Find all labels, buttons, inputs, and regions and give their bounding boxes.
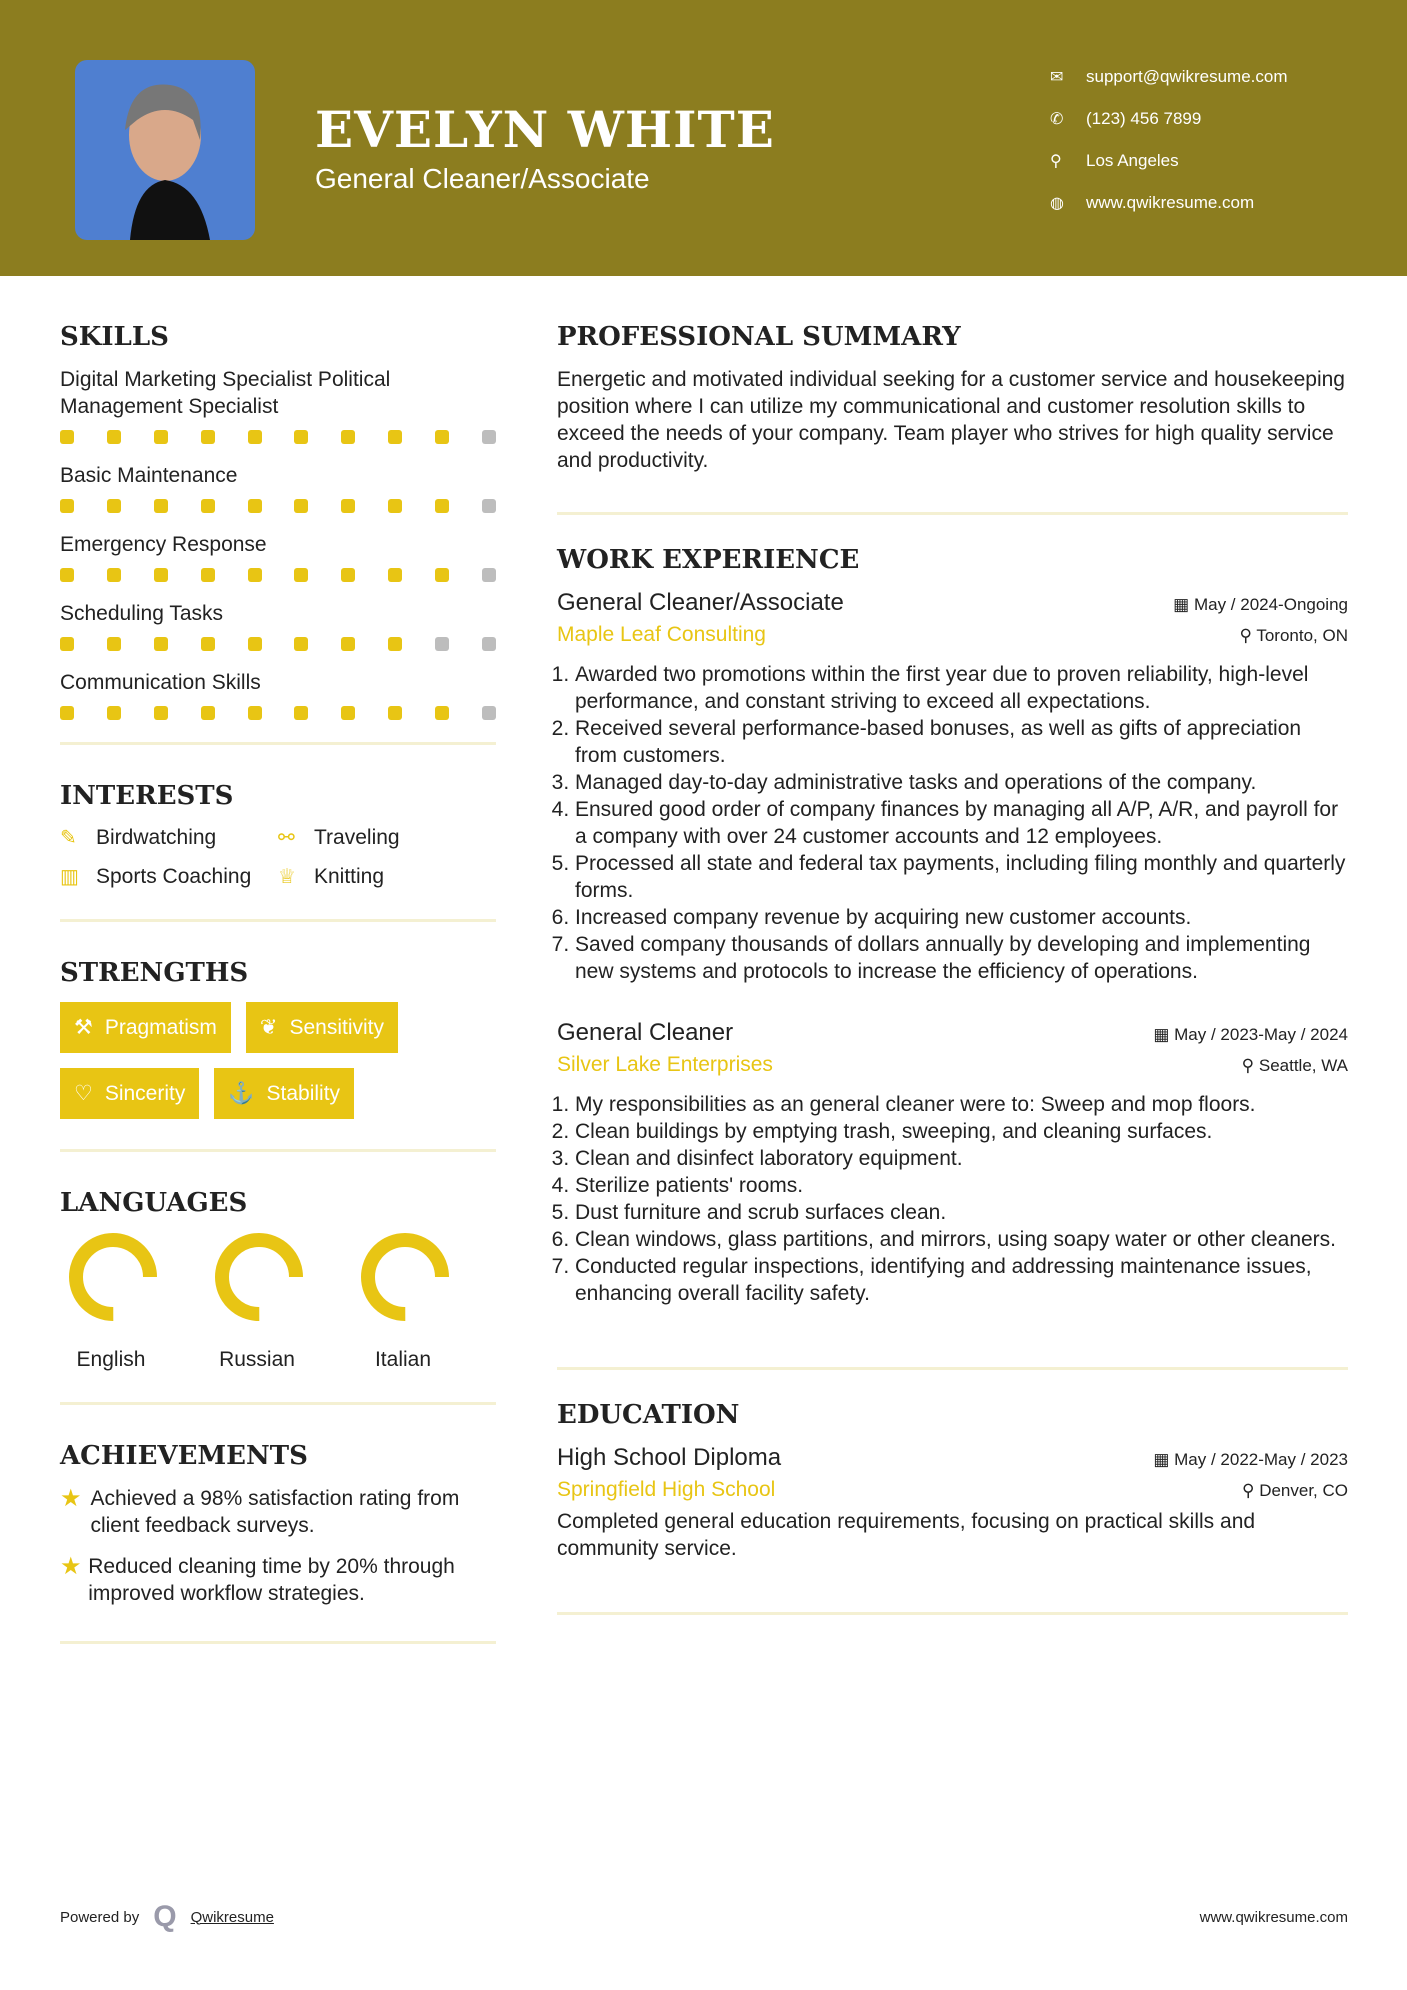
rating-dot bbox=[294, 637, 308, 651]
rating-dot bbox=[341, 568, 355, 582]
skill-rating bbox=[60, 430, 496, 444]
rating-dot bbox=[107, 499, 121, 513]
divider bbox=[60, 742, 496, 745]
achievement-text: Reduced cleaning time by 20% through improved workflow strategies. bbox=[88, 1555, 455, 1605]
skill-item bbox=[60, 669, 496, 720]
contact-text: (123) 456 7899 bbox=[1086, 109, 1202, 128]
interest-label: Sports Coaching bbox=[96, 864, 252, 888]
strength-chip bbox=[60, 1068, 199, 1119]
strengths-heading: STRENGTHS bbox=[60, 958, 249, 988]
jobs-list bbox=[557, 589, 1348, 1307]
rating-dot bbox=[201, 637, 215, 651]
language-item bbox=[360, 1232, 446, 1372]
divider bbox=[557, 1612, 1348, 1615]
job-bullet: 4. Sterilize patients' rooms. bbox=[575, 1172, 1348, 1199]
rating-dot bbox=[60, 706, 74, 720]
powered-by bbox=[60, 1900, 274, 1934]
rating-dot bbox=[154, 430, 168, 444]
language-item bbox=[68, 1232, 154, 1372]
achievement-text: Achieved a 98% satisfaction rating from client feedback surveys. bbox=[90, 1487, 460, 1537]
rating-dot bbox=[294, 568, 308, 582]
interest-item bbox=[278, 864, 496, 889]
job-bullet: 1. Awarded two promotions within the first year due to proven reliability, high-level performance, and constant striving to exceed all expectations. bbox=[575, 661, 1348, 715]
divider bbox=[60, 1641, 496, 1644]
rating-dot bbox=[154, 637, 168, 651]
contact-email[interactable] bbox=[1050, 56, 1288, 98]
job-location bbox=[1242, 1056, 1348, 1076]
job-bullet: 2. Received several performance-based bonuses, as well as gifts of appreciation from customers. bbox=[575, 715, 1348, 769]
strength-label: Pragmatism bbox=[104, 1015, 217, 1039]
skill-item bbox=[60, 600, 496, 651]
location-text: Denver, CO bbox=[1259, 1481, 1348, 1500]
divider bbox=[557, 1367, 1348, 1370]
skill-item bbox=[60, 531, 496, 582]
skill-name: Scheduling Tasks bbox=[60, 602, 224, 625]
education-subheader bbox=[557, 1478, 1348, 1502]
education-text: Completed general education requirements, focusing on practical skills and community service. bbox=[557, 1510, 1256, 1560]
job-date bbox=[1173, 595, 1348, 615]
rating-dot bbox=[107, 637, 121, 651]
job-bullet: 2. Clean buildings by emptying trash, sweeping, and cleaning surfaces. bbox=[575, 1118, 1348, 1145]
rating-dot bbox=[60, 637, 74, 651]
rating-dot bbox=[341, 706, 355, 720]
interest-label: Traveling bbox=[314, 825, 400, 849]
skill-name: Communication Skills bbox=[60, 671, 261, 694]
language-item bbox=[214, 1232, 300, 1372]
rating-dot bbox=[435, 430, 449, 444]
contact-list bbox=[1050, 56, 1288, 224]
calendar-icon: ▦ bbox=[1153, 1025, 1175, 1044]
rating-dot bbox=[60, 430, 74, 444]
contact-location bbox=[1050, 140, 1288, 182]
brand-link[interactable]: Qwikresume bbox=[190, 1908, 274, 1926]
job-bullets bbox=[557, 1091, 1348, 1307]
job-bullet: 6. Clean windows, glass partitions, and mirrors, using soapy water or other cleaners. bbox=[575, 1226, 1348, 1253]
profile-photo bbox=[75, 60, 255, 240]
school: Springfield High School bbox=[557, 1478, 776, 1501]
rating-dot bbox=[388, 430, 402, 444]
binoculars-icon: ⚯ bbox=[278, 827, 295, 849]
contact-phone[interactable] bbox=[1050, 98, 1288, 140]
job-bullet: 7. Conducted regular inspections, identifying and addressing maintenance issues, enhancing overall facility safety. bbox=[575, 1253, 1348, 1307]
location-text: Toronto, ON bbox=[1256, 626, 1348, 645]
footer bbox=[60, 1900, 1348, 1934]
location-text: Seattle, WA bbox=[1258, 1056, 1348, 1075]
rating-dot bbox=[388, 568, 402, 582]
job-bullet: 6. Increased company revenue by acquiring new customer accounts. bbox=[575, 904, 1348, 931]
gavel-icon: ⚒ bbox=[74, 1016, 93, 1039]
rating-dot bbox=[482, 430, 496, 444]
job-bullet: 3. Managed day-to-day administrative tasks and operations of the company. bbox=[575, 769, 1348, 796]
rating-dot bbox=[341, 637, 355, 651]
job-title: General Cleaner/Associate bbox=[557, 589, 844, 616]
footer-url[interactable]: www.qwikresume.com bbox=[1199, 1908, 1348, 1926]
skill-item bbox=[60, 462, 496, 513]
degree: High School Diploma bbox=[557, 1444, 782, 1471]
skill-rating bbox=[60, 568, 496, 582]
star-icon: ★ bbox=[60, 1553, 82, 1580]
job-bullet: 4. Ensured good order of company finances by managing all A/P, A/R, and payroll for a company with over 24 customer accounts and 12 employees. bbox=[575, 796, 1348, 850]
heart-icon: ♡ bbox=[74, 1082, 93, 1105]
rating-dot bbox=[201, 568, 215, 582]
rating-dot bbox=[482, 706, 496, 720]
pin-icon: ⚲ bbox=[1239, 626, 1257, 645]
job-entry bbox=[557, 589, 1348, 985]
divider bbox=[60, 1149, 496, 1152]
calendar-icon: ▦ bbox=[1173, 595, 1194, 614]
job-entry bbox=[557, 1019, 1348, 1307]
achievements-heading: ACHIEVEMENTS bbox=[60, 1441, 308, 1471]
trophy-icon: ♕ bbox=[278, 866, 296, 888]
skill-name: Basic Maintenance bbox=[60, 464, 238, 487]
suitcase-icon: ▥ bbox=[60, 866, 79, 888]
interest-item bbox=[60, 825, 278, 850]
date-text: May / 2024-Ongoing bbox=[1193, 595, 1348, 614]
skill-name: Emergency Response bbox=[60, 533, 267, 556]
rating-dot bbox=[201, 706, 215, 720]
candidate-title: General Cleaner/Associate bbox=[315, 163, 650, 194]
left-column bbox=[60, 322, 496, 1680]
rating-dot bbox=[60, 499, 74, 513]
job-location bbox=[1239, 626, 1348, 646]
rating-dot bbox=[388, 706, 402, 720]
rating-dot bbox=[201, 430, 215, 444]
job-title: General Cleaner bbox=[557, 1019, 734, 1046]
job-bullet: 1. My responsibilities as an general cleaner were to: Sweep and mop floors. bbox=[575, 1091, 1348, 1118]
skill-rating bbox=[60, 706, 496, 720]
language-name: English bbox=[76, 1348, 146, 1371]
interest-item bbox=[278, 825, 496, 850]
contact-text: www.qwikresume.com bbox=[1086, 193, 1255, 212]
rating-dot bbox=[341, 430, 355, 444]
strength-label: Stability bbox=[266, 1081, 341, 1105]
rating-dot bbox=[154, 706, 168, 720]
rating-dot bbox=[341, 499, 355, 513]
right-column bbox=[557, 322, 1348, 1651]
contact-website[interactable] bbox=[1050, 182, 1288, 224]
rating-dot bbox=[294, 706, 308, 720]
anchor-icon: ⚓ bbox=[228, 1081, 255, 1105]
edit-icon: ✎ bbox=[60, 827, 77, 849]
achievement-item bbox=[60, 1553, 496, 1607]
rating-dot bbox=[248, 637, 262, 651]
leaf-icon: ❦ bbox=[259, 1016, 278, 1039]
rating-dot bbox=[435, 568, 449, 582]
globe-icon: ◍ bbox=[1050, 195, 1064, 212]
achievement-item bbox=[60, 1485, 496, 1539]
summary-text: Energetic and motivated individual seeking for a customer service and housekeeping position where I can utilize my communicational and customer resolution skills to exceed the needs of your company. Team player who strives for high quality service and productivity. bbox=[557, 368, 1345, 472]
calendar-icon: ▦ bbox=[1153, 1450, 1175, 1469]
strength-label: Sensitivity bbox=[289, 1015, 384, 1039]
skill-rating bbox=[60, 637, 496, 651]
rating-dot bbox=[248, 499, 262, 513]
strength-chip bbox=[246, 1002, 398, 1053]
job-subheader bbox=[557, 1053, 1348, 1077]
rating-dot bbox=[107, 430, 121, 444]
date-text: May / 2023-May / 2024 bbox=[1174, 1025, 1348, 1044]
education-location bbox=[1242, 1481, 1348, 1501]
rating-dot bbox=[294, 430, 308, 444]
skill-rating bbox=[60, 499, 496, 513]
strength-chip bbox=[214, 1068, 354, 1119]
divider bbox=[60, 919, 496, 922]
contact-text: support@qwikresume.com bbox=[1086, 67, 1288, 86]
rating-dot bbox=[482, 499, 496, 513]
rating-dot bbox=[248, 706, 262, 720]
rating-dot bbox=[201, 499, 215, 513]
language-progress-ring bbox=[360, 1232, 450, 1322]
language-name: Italian bbox=[374, 1348, 432, 1371]
pin-icon: ⚲ bbox=[1241, 1056, 1259, 1075]
job-bullet: 7. Saved company thousands of dollars annually by developing and implementing new systems and protocols to increase the efficiency of operations. bbox=[575, 931, 1348, 985]
contact-text: Los Angeles bbox=[1086, 151, 1179, 170]
rating-dot bbox=[107, 568, 121, 582]
rating-dot bbox=[248, 568, 262, 582]
rating-dot bbox=[107, 706, 121, 720]
date-text: May / 2022-May / 2023 bbox=[1174, 1450, 1348, 1469]
rating-dot bbox=[435, 706, 449, 720]
experience-heading: WORK EXPERIENCE bbox=[557, 545, 860, 575]
interest-item bbox=[60, 864, 278, 889]
powered-by-text: Powered by bbox=[60, 1908, 140, 1926]
header bbox=[0, 0, 1407, 276]
qwikresume-logo-icon: Q bbox=[153, 1900, 177, 1933]
divider bbox=[60, 1402, 496, 1405]
rating-dot bbox=[435, 499, 449, 513]
company-name: Silver Lake Enterprises bbox=[557, 1053, 773, 1076]
language-progress-ring bbox=[214, 1232, 304, 1322]
skill-name: Digital Marketing Specialist Political Management Specialist bbox=[60, 368, 391, 418]
skills-list bbox=[60, 366, 496, 720]
candidate-name: EVELYN WHITE bbox=[315, 100, 775, 159]
summary-heading: PROFESSIONAL SUMMARY bbox=[557, 322, 961, 352]
education-header bbox=[557, 1444, 1348, 1472]
job-bullet: 5. Dust furniture and scrub surfaces clean. bbox=[575, 1199, 1348, 1226]
languages-list bbox=[60, 1232, 496, 1372]
rating-dot bbox=[482, 637, 496, 651]
strength-label: Sincerity bbox=[104, 1081, 186, 1105]
job-bullet: 5. Processed all state and federal tax payments, including filing monthly and quarterly forms. bbox=[575, 850, 1348, 904]
company-name: Maple Leaf Consulting bbox=[557, 623, 766, 646]
job-header bbox=[557, 1019, 1348, 1047]
map-marker-icon: ⚲ bbox=[1050, 153, 1062, 170]
interest-label: Birdwatching bbox=[96, 825, 217, 849]
rating-dot bbox=[435, 637, 449, 651]
rating-dot bbox=[248, 430, 262, 444]
interests-heading: INTERESTS bbox=[60, 781, 234, 811]
education-date bbox=[1153, 1450, 1348, 1470]
rating-dot bbox=[60, 568, 74, 582]
rating-dot bbox=[388, 499, 402, 513]
language-progress-ring bbox=[68, 1232, 158, 1322]
interest-label: Knitting bbox=[314, 864, 385, 888]
phone-icon: ✆ bbox=[1050, 111, 1064, 128]
divider bbox=[557, 512, 1348, 515]
job-subheader bbox=[557, 623, 1348, 647]
rating-dot bbox=[482, 568, 496, 582]
rating-dot bbox=[154, 499, 168, 513]
envelope-icon: ✉ bbox=[1050, 69, 1064, 86]
language-name: Russian bbox=[219, 1348, 295, 1371]
skill-item bbox=[60, 366, 496, 444]
job-bullet: 3. Clean and disinfect laboratory equipment. bbox=[575, 1145, 1348, 1172]
strengths-list bbox=[60, 1002, 496, 1119]
skills-heading: SKILLS bbox=[60, 322, 169, 352]
interests-list bbox=[60, 825, 496, 889]
rating-dot bbox=[154, 568, 168, 582]
rating-dot bbox=[388, 637, 402, 651]
rating-dot bbox=[294, 499, 308, 513]
job-date bbox=[1153, 1025, 1348, 1045]
job-bullets bbox=[557, 661, 1348, 985]
education-heading: EDUCATION bbox=[557, 1400, 740, 1430]
languages-heading: LANGUAGES bbox=[60, 1188, 248, 1218]
pin-icon: ⚲ bbox=[1242, 1481, 1260, 1500]
job-header bbox=[557, 589, 1348, 617]
strength-chip bbox=[60, 1002, 231, 1053]
star-icon: ★ bbox=[60, 1485, 82, 1512]
